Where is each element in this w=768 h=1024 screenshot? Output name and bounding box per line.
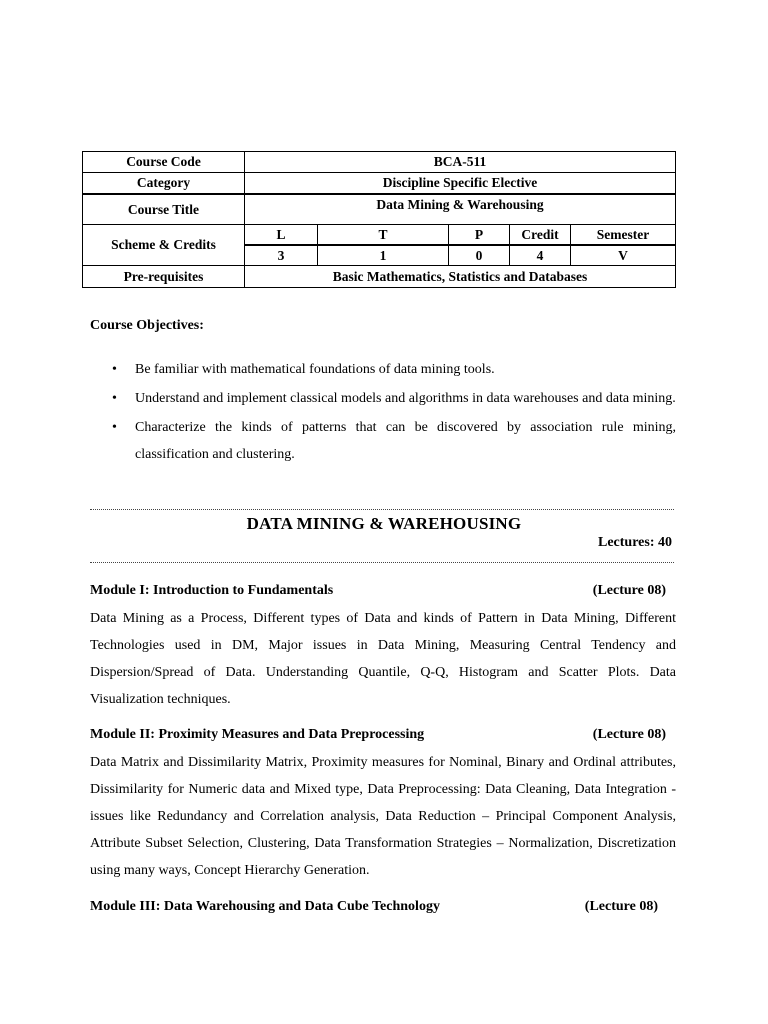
- module-1-heading: [90, 583, 666, 599]
- prerequisites-value: Basic Mathematics, Statistics and Databases: [245, 266, 676, 288]
- module-title: Module II: Proximity Measures and Data Preprocessing: [90, 727, 425, 742]
- syllabus-title: [0, 514, 768, 534]
- course-title-value: Data Mining & Warehousing: [245, 194, 676, 225]
- scheme-header-row: [83, 225, 676, 246]
- scheme-value-credit: 4: [510, 245, 571, 266]
- scheme-value-p: 0: [449, 245, 510, 266]
- dotted-divider: [90, 509, 674, 510]
- prerequisites-label: Pre-requisites: [83, 266, 245, 288]
- objective-text: Be familiar with mathematical foundations of data mining tools.: [135, 362, 495, 377]
- scheme-header-t: T: [318, 225, 449, 246]
- category-label: Category: [83, 173, 245, 195]
- prerequisites-row: [83, 266, 676, 288]
- module-1-body: Data Mining as a Process, Different types of Data and kinds of Pattern in Data Mining, Different Technologies used in DM, Major issues in Data Mining, Measuring Central Tendency and Dispersion/Spread of Data. Understanding Quantile, Q-Q, Histogram and Scatter Plots. Data Visualization techniques.: [90, 611, 676, 707]
- objective-text: Characterize the kinds of patterns that can be discovered by association rule mining, classification and clustering.: [135, 420, 676, 462]
- dotted-divider: [90, 562, 674, 563]
- course-title-row: [83, 194, 676, 225]
- objective-text: Understand and implement classical models and algorithms in data warehouses and data mining.: [135, 391, 676, 406]
- module-lecture-count: (Lecture 08): [584, 899, 658, 914]
- module-lecture-count: (Lecture 08): [592, 727, 666, 742]
- bullet-icon: •: [112, 362, 117, 377]
- scheme-header-p: P: [449, 225, 510, 246]
- course-title-label: Course Title: [83, 194, 245, 225]
- scheme-header-credit: Credit: [510, 225, 571, 246]
- scheme-value-t: 1: [318, 245, 449, 266]
- category-value: Discipline Specific Elective: [245, 173, 676, 195]
- scheme-header-l: L: [245, 225, 318, 246]
- objective-item: [110, 356, 676, 383]
- category-row: [83, 173, 676, 195]
- bullet-icon: •: [112, 420, 117, 435]
- scheme-value-l: 3: [245, 245, 318, 266]
- total-lectures: Lectures: 40: [598, 535, 672, 550]
- module-lecture-count: (Lecture 08): [592, 583, 666, 598]
- course-code-label: Course Code: [83, 152, 245, 173]
- module-3-heading: [90, 899, 658, 915]
- module-2-body: Data Matrix and Dissimilarity Matrix, Proximity measures for Nominal, Binary and Ordinal attributes, Dissimilarity for Numeric data and Mixed type, Data Preprocessing: Data Cleaning, Data Integration - issues like Redundancy and Correlation analysis, Data Reduction – Principal Component Analysis, Attribute Subset Selection, Clustering, Data Transformation Strategies – Normalization, Discretization using many ways, Concept Hierarchy Generation.: [90, 755, 676, 878]
- module-2-heading: [90, 727, 666, 743]
- scheme-header-semester: Semester: [571, 225, 676, 246]
- course-info-table: [82, 151, 676, 288]
- syllabus-title-text: DATA MINING & WAREHOUSING: [246, 514, 522, 533]
- scheme-credits-label: Scheme & Credits: [83, 225, 245, 266]
- course-objectives-list: [110, 356, 676, 470]
- module-title: Module I: Introduction to Fundamentals: [90, 583, 334, 598]
- module-title: Module III: Data Warehousing and Data Cube Technology: [90, 899, 440, 914]
- course-code-value: BCA-511: [245, 152, 676, 173]
- objective-item: [110, 385, 676, 412]
- course-objectives-heading: Course Objectives:: [90, 318, 204, 333]
- bullet-icon: •: [112, 391, 117, 406]
- scheme-value-semester: V: [571, 245, 676, 266]
- objective-item: [110, 414, 676, 468]
- course-code-row: [83, 152, 676, 173]
